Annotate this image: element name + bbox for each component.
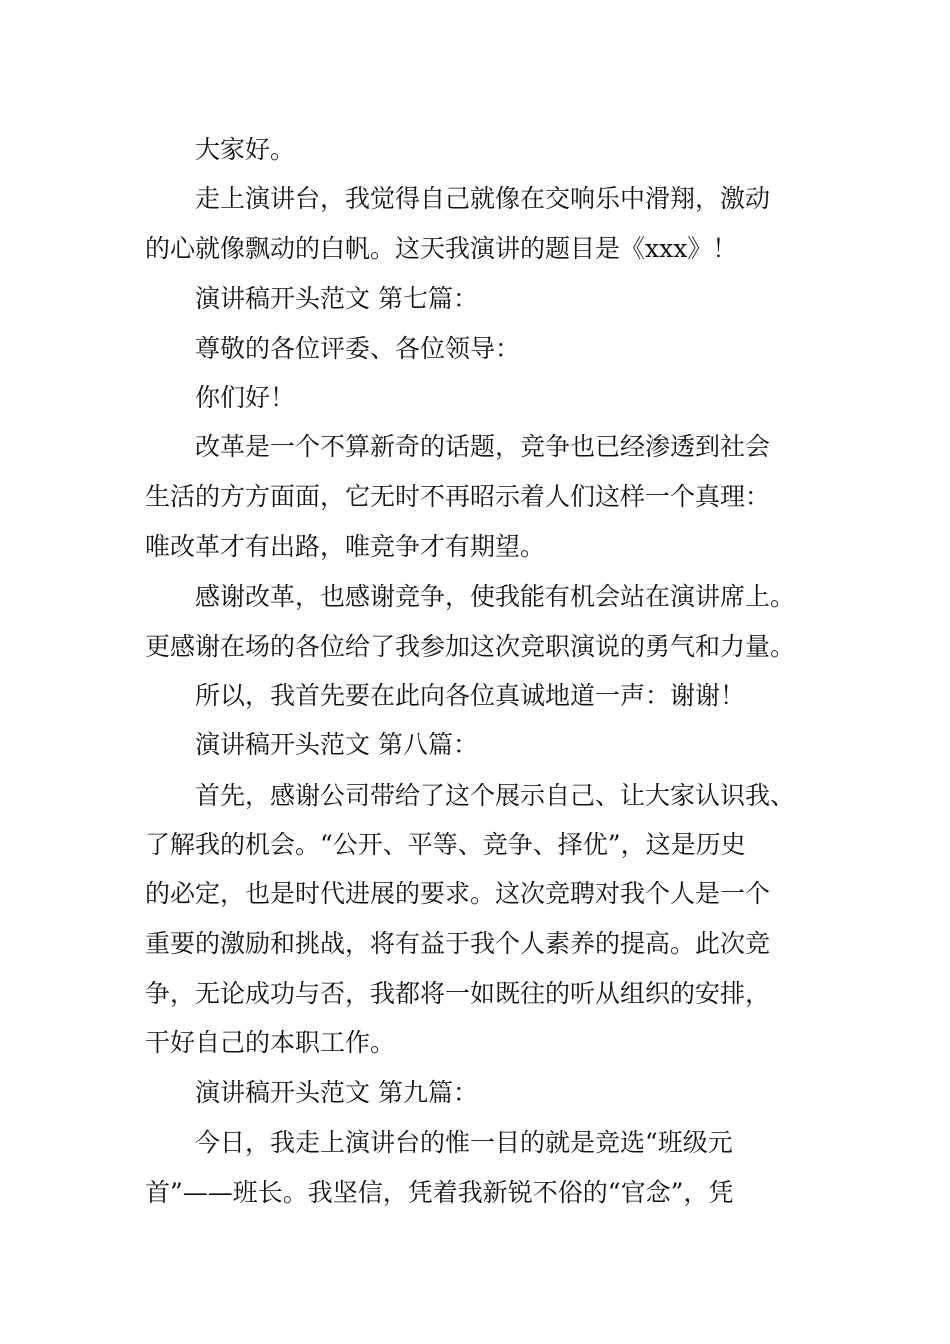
text-line: 更感谢在场的各位给了我参加这次竞职演说的勇气和力量。 (145, 632, 796, 661)
text-line: 首先，感谢公司带给了这个展示自己、让大家认识我、 (145, 781, 796, 810)
text-line: 重要的激励和挑战，将有益于我个人素养的提高。此次竞 (145, 929, 771, 958)
text-line: 今日，我走上演讲台的惟一目的就是竞选“班级元 (145, 1128, 733, 1157)
text-line: 的必定，也是时代进展的要求。这次竞聘对我个人是一个 (145, 879, 771, 908)
text-line: 生活的方方面面，它无时不再昭示着人们这样一个真理： (145, 482, 771, 511)
text-line: 所以，我首先要在此向各位真诚地道一声：谢谢！ (145, 681, 746, 710)
text-line: 干好自己的本职工作。 (145, 1028, 396, 1057)
text-line: 唯改革才有出路，唯竞争才有期望。 (145, 532, 546, 561)
section-heading: 演讲稿开头范文 第七篇： (145, 284, 478, 313)
text-line: 走上演讲台，我觉得自己就像在交响乐中滑翔，激动 (145, 184, 771, 213)
text-line: 你们好！ (145, 383, 296, 412)
text-line: 尊敬的各位评委、各位领导： (145, 334, 521, 363)
text-line: 争，无论成功与否，我都将一如既往的听从组织的安排， (145, 979, 771, 1008)
text-line: 大家好。 (145, 135, 296, 164)
section-heading: 演讲稿开头范文 第九篇： (145, 1078, 478, 1107)
text-line: 首”——班长。我坚信，凭着我新锐不俗的“官念”，凭 (145, 1178, 734, 1207)
text-line: 改革是一个不算新奇的话题，竞争也已经渗透到社会 (145, 432, 771, 461)
text-line: 了解我的机会。“公开、平等、竞争、择优”，这是历史 (145, 830, 746, 859)
text-line: 的心就像飘动的白帆。这天我演讲的题目是《xxx》！ (145, 234, 738, 263)
text-line: 感谢改革，也感谢竞争，使我能有机会站在演讲席上。 (145, 582, 796, 611)
section-heading: 演讲稿开头范文 第八篇： (145, 730, 478, 759)
